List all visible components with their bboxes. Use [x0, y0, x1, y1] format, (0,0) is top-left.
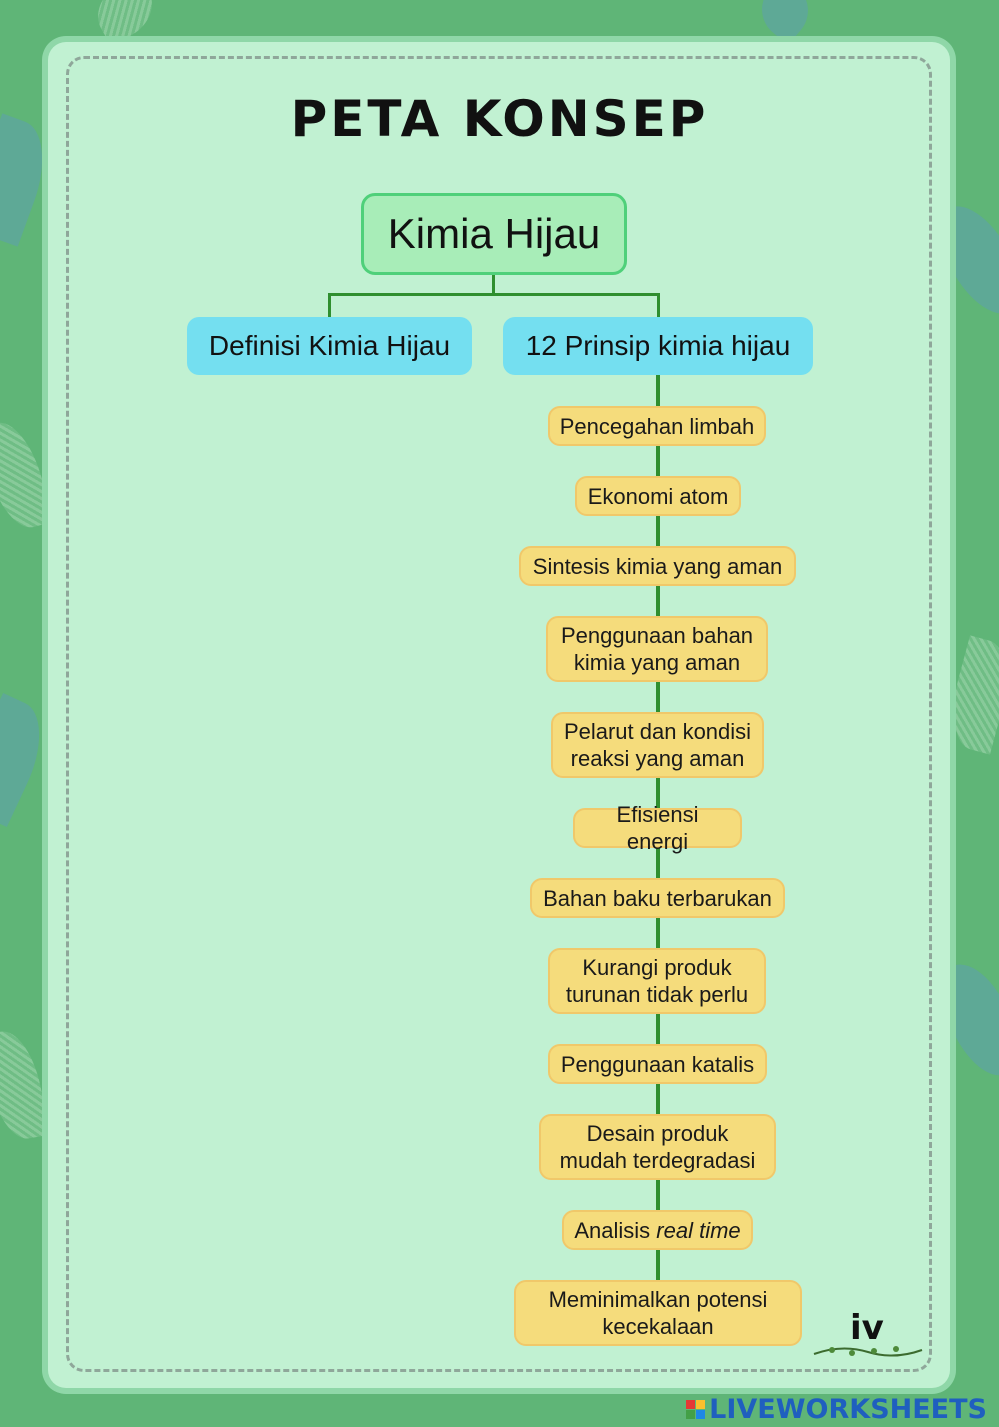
principle-node: Meminimalkan potensi kecekalaan — [514, 1280, 802, 1346]
principle-node: Pelarut dan kondisi reaksi yang aman — [551, 712, 764, 778]
principle-node: Kurangi produk turunan tidak perlu — [548, 948, 766, 1014]
branch-definition: Definisi Kimia Hijau — [187, 317, 472, 375]
leaf-decoration — [0, 415, 53, 534]
page-title: PETA KONSEP — [290, 90, 709, 148]
root-node: Kimia Hijau — [361, 193, 627, 275]
vine-decoration — [812, 1342, 924, 1360]
principle-node: Bahan baku terbarukan — [530, 878, 785, 918]
branch-principles: 12 Prinsip kimia hijau — [503, 317, 813, 375]
italic-term: real time — [656, 1217, 741, 1243]
principle-node: Penggunaan bahan kimia yang aman — [546, 616, 768, 682]
principle-node: Pencegahan limbah — [548, 406, 766, 446]
principle-node: Ekonomi atom — [575, 476, 741, 516]
principle-node: Sintesis kimia yang aman — [519, 546, 796, 586]
connector-root-stem — [492, 275, 495, 295]
leaf-decoration — [87, 0, 164, 47]
principle-node: Efisiensi energi — [573, 808, 742, 848]
connector-horizontal — [328, 293, 660, 296]
connector-to-definition — [328, 293, 331, 317]
principle-node: Penggunaan katalis — [548, 1044, 767, 1084]
liveworksheets-icon — [686, 1400, 705, 1419]
principle-node: Desain produk mudah terdegradasi — [539, 1114, 776, 1180]
principle-text-analisis: Analisis real time — [574, 1217, 741, 1243]
leaf-decoration — [0, 1026, 49, 1143]
leaf-decoration — [750, 0, 820, 45]
footer-brand — [686, 1394, 987, 1425]
footer-text: LIVEWORKSHEETS — [709, 1394, 987, 1425]
connector-to-principles — [657, 293, 660, 317]
logo-mark: iv — [850, 1308, 884, 1348]
principle-node — [562, 1210, 753, 1250]
leaf-decoration — [942, 635, 999, 754]
